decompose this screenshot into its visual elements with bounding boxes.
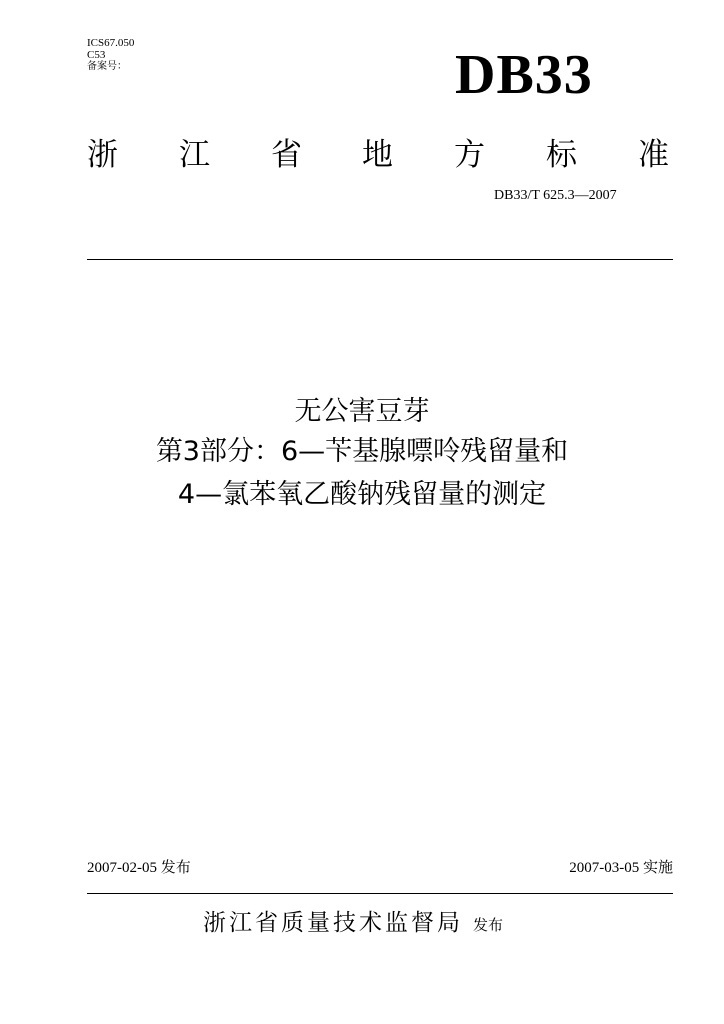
issuing-authority	[203, 904, 503, 937]
filing-number-label: 备案号：	[87, 61, 127, 72]
title-line-2: 第3部分：6—苄基腺嘌呤残留量和	[155, 436, 569, 467]
header-char: 方	[454, 137, 485, 173]
issue-date: 2007-02-05 发布	[87, 860, 191, 876]
title-line-3: 4—氯苯氧乙酸钠残留量的测定	[177, 479, 547, 510]
header-char: 准	[638, 137, 669, 173]
bottom-divider	[87, 893, 673, 894]
ics-code: ICS67.050	[87, 37, 135, 49]
issuer-name: 浙江省质量技术监督局	[203, 910, 463, 936]
db33-logo: DB33	[455, 44, 593, 106]
header-char: 标	[546, 137, 577, 173]
header-char: 省	[271, 137, 302, 173]
title-line-1: 无公害豆芽	[294, 396, 430, 427]
standard-number: DB33/T 625.3—2007	[494, 188, 617, 203]
standard-type-header	[87, 129, 677, 173]
header-char: 地	[362, 137, 393, 173]
header-char: 浙	[87, 137, 118, 173]
implementation-date: 2007-03-05 实施	[569, 860, 673, 876]
issuer-suffix: 发布	[473, 916, 504, 934]
header-char: 江	[179, 137, 210, 173]
top-divider	[87, 259, 673, 260]
ccs-code: C53	[87, 49, 106, 61]
